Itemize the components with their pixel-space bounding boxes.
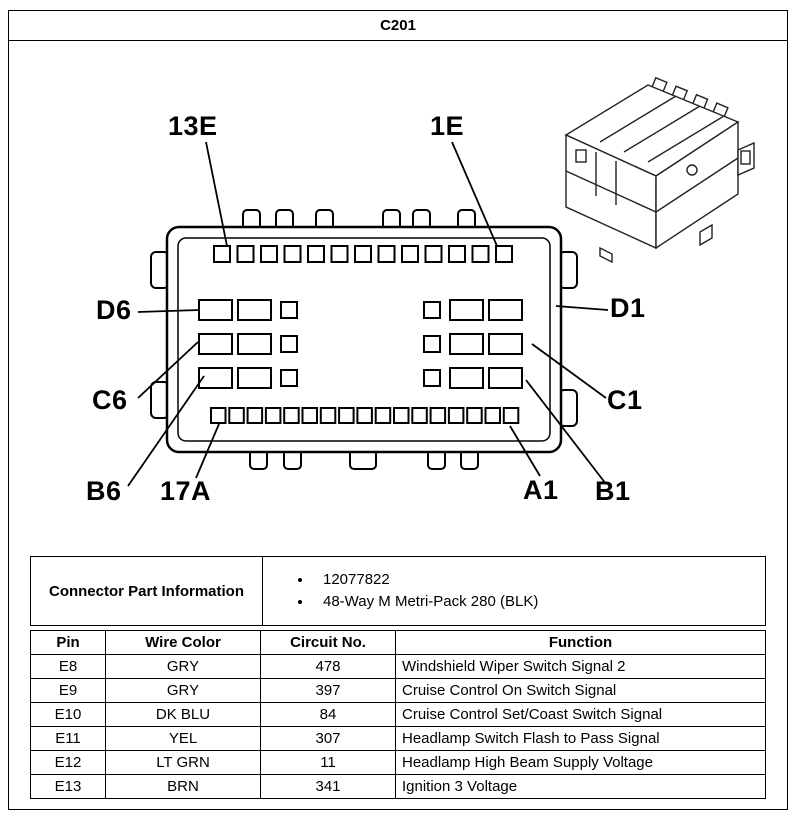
pin-cell: E13: [31, 775, 106, 799]
circuit-cell: 307: [261, 727, 396, 751]
function-cell: Ignition 3 Voltage: [396, 775, 766, 799]
color-cell: YEL: [106, 727, 261, 751]
pin-label-b6: B6: [86, 476, 122, 506]
pin-cell: E11: [31, 727, 106, 751]
col-header-circuit: Circuit No.: [261, 631, 396, 655]
pin-cell: E8: [31, 655, 106, 679]
color-cell: GRY: [106, 655, 261, 679]
pin-label-d1: D1: [610, 293, 646, 323]
color-cell: LT GRN: [106, 751, 261, 775]
table-row: [31, 727, 766, 751]
table-row: [31, 751, 766, 775]
connector-isometric-view: [566, 78, 754, 262]
pin-function-table: [30, 630, 766, 799]
table-row: [31, 655, 766, 679]
table-row: [31, 679, 766, 703]
function-cell: Cruise Control On Switch Signal: [396, 679, 766, 703]
col-header-pin: Pin: [31, 631, 106, 655]
table-header-row: [31, 631, 766, 655]
function-cell: Windshield Wiper Switch Signal 2: [396, 655, 766, 679]
circuit-cell: 11: [261, 751, 396, 775]
function-cell: Cruise Control Set/Coast Switch Signal: [396, 703, 766, 727]
table-row: [31, 775, 766, 799]
circuit-cell: 478: [261, 655, 396, 679]
function-cell: Headlamp Switch Flash to Pass Signal: [396, 727, 766, 751]
circuit-cell: 84: [261, 703, 396, 727]
pin-cell: E10: [31, 703, 106, 727]
color-cell: BRN: [106, 775, 261, 799]
color-cell: GRY: [106, 679, 261, 703]
pin-label-d6: D6: [96, 295, 132, 325]
pin-label-b1: B1: [595, 476, 631, 506]
table-row: [31, 703, 766, 727]
part-description-item: • 48-Way M Metri-Pack 280 (BLK): [313, 591, 538, 613]
col-header-function: Function: [396, 631, 766, 655]
pin-label-17a: 17A: [160, 476, 212, 506]
pin-label-c1: C1: [607, 385, 643, 415]
part-number-item: • 12077822: [313, 569, 538, 591]
circuit-cell: 341: [261, 775, 396, 799]
col-header-color: Wire Color: [106, 631, 261, 655]
pin-label-c6: C6: [92, 385, 128, 415]
connector-part-info-box: [30, 556, 766, 626]
pin-label-a1: A1: [523, 475, 559, 505]
connector-id-title: C201: [8, 10, 788, 41]
connector-part-info-title: Connector Part Information: [31, 557, 263, 625]
pin-label-13e: 13E: [168, 111, 218, 141]
function-cell: Headlamp High Beam Supply Voltage: [396, 751, 766, 775]
connector-part-info-list: [263, 557, 765, 625]
pin-cell: E9: [31, 679, 106, 703]
pin-label-1e: 1E: [430, 111, 465, 141]
circuit-cell: 397: [261, 679, 396, 703]
color-cell: DK BLU: [106, 703, 261, 727]
pin-cell: E12: [31, 751, 106, 775]
